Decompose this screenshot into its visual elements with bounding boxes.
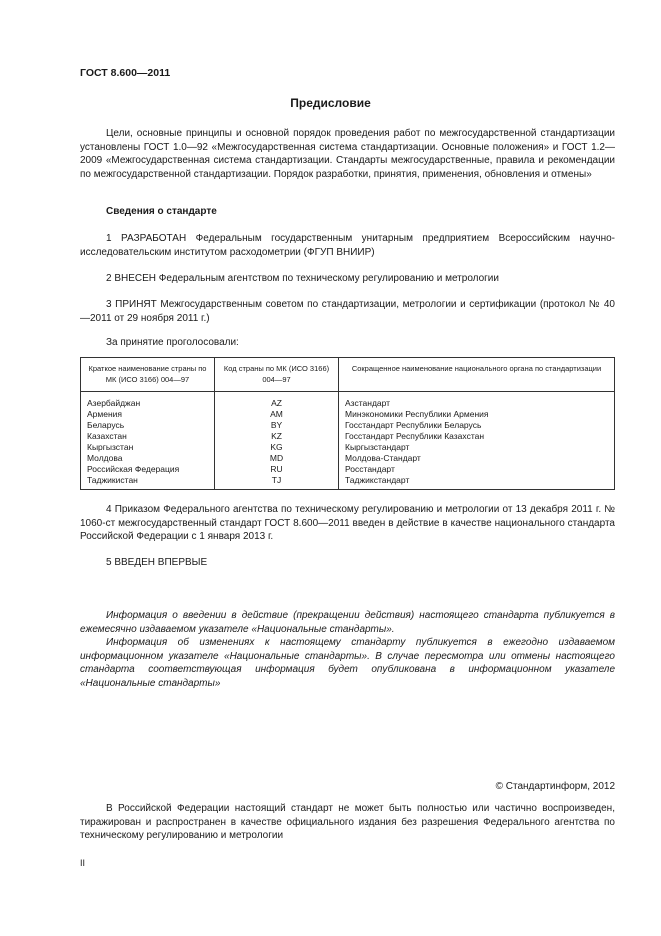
body-cell: Таджикстандарт [339,475,615,490]
info-heading: Сведения о стандарте [106,206,217,217]
page-number: II [80,858,86,868]
table-header-body: Сокращенное наименование национального органа по стандартизации [339,358,615,392]
item-1-paragraph: 1 РАЗРАБОТАН Федеральным государственным унитарным предприятием Всероссийским научно-исследовательским институтом расходометрии (ФГУП ВНИИР) [80,233,615,258]
table-row [81,442,615,453]
table-row [81,464,615,475]
country-cell: Кыргызстан [81,442,215,453]
intro-paragraph: Цели, основные принципы и основной порядок проведения работ по межгосударственной стандартизации установлены ГОСТ 1.0—92 «Межгосударственная система стандартизации. Основные положения» и ГОСТ 1.2—2009 «Межгосударственная система стандартизации. Стандарты межгосударственные, правила и рекомендации по межгосударственной стандартизации. Порядок разработки, принятия, применения, обновления и отмены» [80,128,615,180]
body-cell: Кыргызстандарт [339,442,615,453]
item-5-paragraph: 5 ВВЕДЕН ВПЕРВЫЕ [106,557,208,568]
country-cell: Азербайджан [81,392,215,410]
country-cell: Российская Федерация [81,464,215,475]
code-cell: BY [215,420,339,431]
table-row [81,475,615,490]
notice-paragraph-2: Информация об изменениях к настоящему стандарту публикуется в ежегодно издаваемом информационном указателе «Национальные стандарты». В случае пересмотра или отмены настоящего стандарта соответствующая информация будет опубликована в информационном указателе «Национальные стандарты» [80,637,615,689]
code-cell: AZ [215,392,339,410]
page-title: Предисловие [290,96,371,110]
table-row [81,409,615,420]
body-cell: Минэкономики Республики Армения [339,409,615,420]
table-header-code: Код страны по МК (ИСО 3166) 004—97 [215,358,339,392]
body-cell: Росстандарт [339,464,615,475]
voted-label: За принятие проголосовали: [106,337,239,348]
item-3-paragraph: 3 ПРИНЯТ Межгосударственным советом по стандартизации, метрологии и сертификации (протокол № 40—2011 от 29 ноября 2011 г.) [80,299,615,324]
country-cell: Молдова [81,453,215,464]
notice-paragraph-1: Информация о введении в действие (прекращении действия) настоящего стандарта публикуется в ежемесячно издаваемом указателе «Национальные стандарты». [80,610,615,635]
table-row [81,453,615,464]
standard-number-header: ГОСТ 8.600—2011 [80,67,171,79]
country-cell: Казахстан [81,431,215,442]
body-cell: Госстандарт Республики Беларусь [339,420,615,431]
body-cell: Госстандарт Республики Казахстан [339,431,615,442]
country-cell: Беларусь [81,420,215,431]
code-cell: MD [215,453,339,464]
body-cell: Молдова-Стандарт [339,453,615,464]
code-cell: RU [215,464,339,475]
country-cell: Армения [81,409,215,420]
table-header-country: Краткое наименование страны по МК (ИСО 3166) 004—97 [81,358,215,392]
body-cell: Азстандарт [339,392,615,410]
code-cell: KZ [215,431,339,442]
voting-table [80,357,615,490]
code-cell: TJ [215,475,339,490]
table-row [81,392,615,410]
item-4-paragraph: 4 Приказом Федерального агентства по техническому регулированию и метрологии от 13 декабря 2011 г. № 1060-ст межгосударственный стандарт ГОСТ 8.600—2011 введен в действие в качестве национального стандарта Российской Федерации с 1 января 2013 г. [80,504,615,542]
item-2-paragraph: 2 ВНЕСЕН Федеральным агентством по техническому регулированию и метрологии [106,273,499,284]
copyright-line: © Стандартинформ, 2012 [495,781,615,792]
code-cell: AM [215,409,339,420]
table-row [81,431,615,442]
country-cell: Таджикистан [81,475,215,490]
code-cell: KG [215,442,339,453]
table-row [81,420,615,431]
rights-paragraph: В Российской Федерации настоящий стандарт не может быть полностью или частично воспроизведен, тиражирован и распространен в качестве официального издания без разрешения Федерального агентства по техническому регулированию и метрологии [80,803,615,841]
